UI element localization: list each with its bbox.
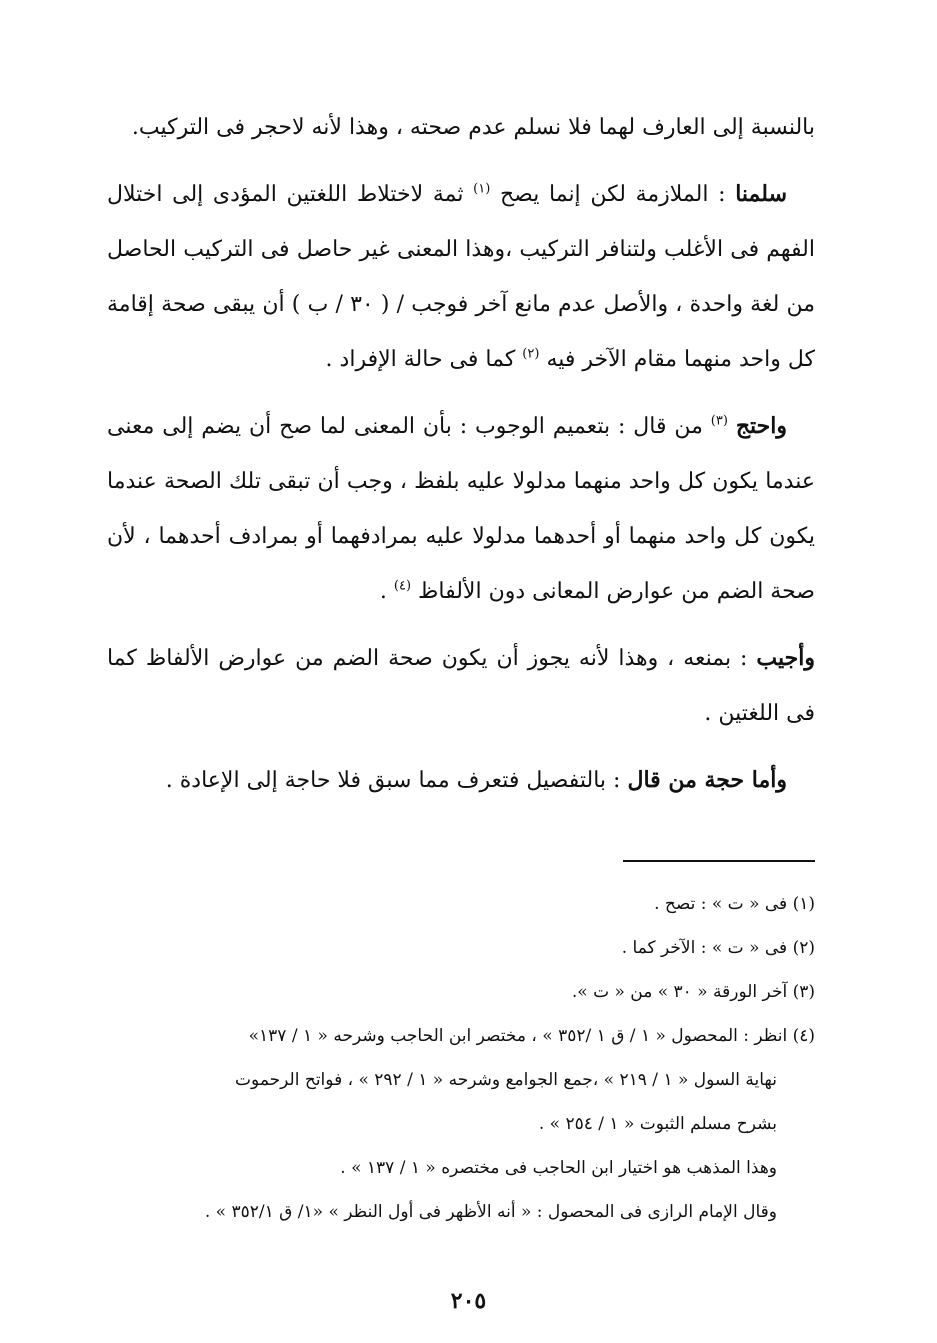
footnote-marker-4: (٤) [393, 578, 412, 594]
paragraph-text: : الملازمة لكن إنما يصح [499, 182, 726, 207]
paragraph-1 [107, 100, 815, 155]
footnote-line: وهذا المذهب هو اختيار ابن الحاجب فى مختصره « ١ / ١٣٧ » . [340, 1158, 777, 1178]
paragraph-5 [107, 753, 815, 808]
footnotes [107, 882, 815, 1234]
paragraph-text: ثمة لاختلاط اللغتين المؤدى إلى اختلال الفهم فى الأغلب ولتنافر التركيب ،وهذا المعنى غير حاصل فى التركيب الحاصل من لغة واحدة ، والأصل عدم مانع آخر فوجب / ( ٣٠ / ب ) أن يبقى صحة إقامة كل واحد منهما مقام الآخر فيه [107, 182, 816, 372]
paragraph-text: بالنسبة إلى العارف لهما فلا نسلم عدم صحته ، وهذا لأنه لاحجر فى التركيب. [131, 115, 815, 140]
footnote-marker-3: (٣) [710, 413, 728, 429]
footnote-2: (٢) فى « ت » : الآخر كما . [621, 938, 815, 958]
paragraph-text: . [379, 579, 387, 604]
footnote-line: بشرح مسلم الثبوت « ١ / ٢٥٤ » . [538, 1114, 777, 1134]
footnote-1: (١) فى « ت » : تصح . [654, 894, 815, 914]
footnote-divider [623, 860, 815, 862]
paragraph-lead: سلمنا [735, 181, 787, 207]
paragraph-text: من قال : بتعميم الوجوب : بأن المعنى لما صح أن يضم إلى معنى عندما يكون كل واحد منهما مدلولا عليه بلفظ ، وجب أن تبقى تلك الصحة عندما يكون كل واحد منهما أو أحدهما مدلولا عليه بمرادفهما أو بمرادف أحدهما ، لأن صحة الضم من عوارض المعانى دون الألفاظ [107, 414, 815, 604]
paragraph-lead: وأجيب [756, 645, 815, 671]
paragraph-lead: واحتج [735, 413, 787, 439]
paragraph-text: كما فى حالة الإفراد . [325, 347, 516, 372]
footnote-line: وقال الإمام الرازى فى المحصول : « أنه الأظهر فى أول النظر » «١/ ق ٣٥٢/١ » . [204, 1202, 777, 1222]
footnote-3: (٣) آخر الورقة « ٣٠ » من « ت ». [571, 982, 815, 1002]
footnote-line: نهاية السول « ١ / ٢١٩ » ،جمع الجوامع وشرحه « ١ / ٢٩٢ » ، فواتح الرحموت [235, 1070, 777, 1090]
footnote-line: (٤) انظر : المحصول « ١ / ق ١ /٣٥٢ » ، مختصر ابن الحاجب وشرحه « ١ / ١٣٧» [248, 1026, 815, 1046]
paragraph-text: : بالتفصيل فتعرف مما سبق فلا حاجة إلى الإعادة . [165, 768, 621, 793]
footnote-4 [107, 1014, 815, 1234]
page-number: ٢٠٥ [450, 1288, 487, 1314]
paragraph-4 [107, 631, 815, 741]
paragraph-2 [107, 167, 815, 387]
paragraph-text: : بمنعه ، وهذا لأنه يجوز أن يكون صحة الضم من عوارض الألفاظ كما فى اللغتين . [107, 646, 815, 726]
paragraph-3 [107, 399, 815, 619]
footnote-marker-1: (١) [473, 181, 491, 197]
paragraph-lead: وأما حجة من قال [627, 767, 787, 793]
footnote-marker-2: (٢) [522, 346, 540, 362]
main-text [107, 100, 815, 820]
